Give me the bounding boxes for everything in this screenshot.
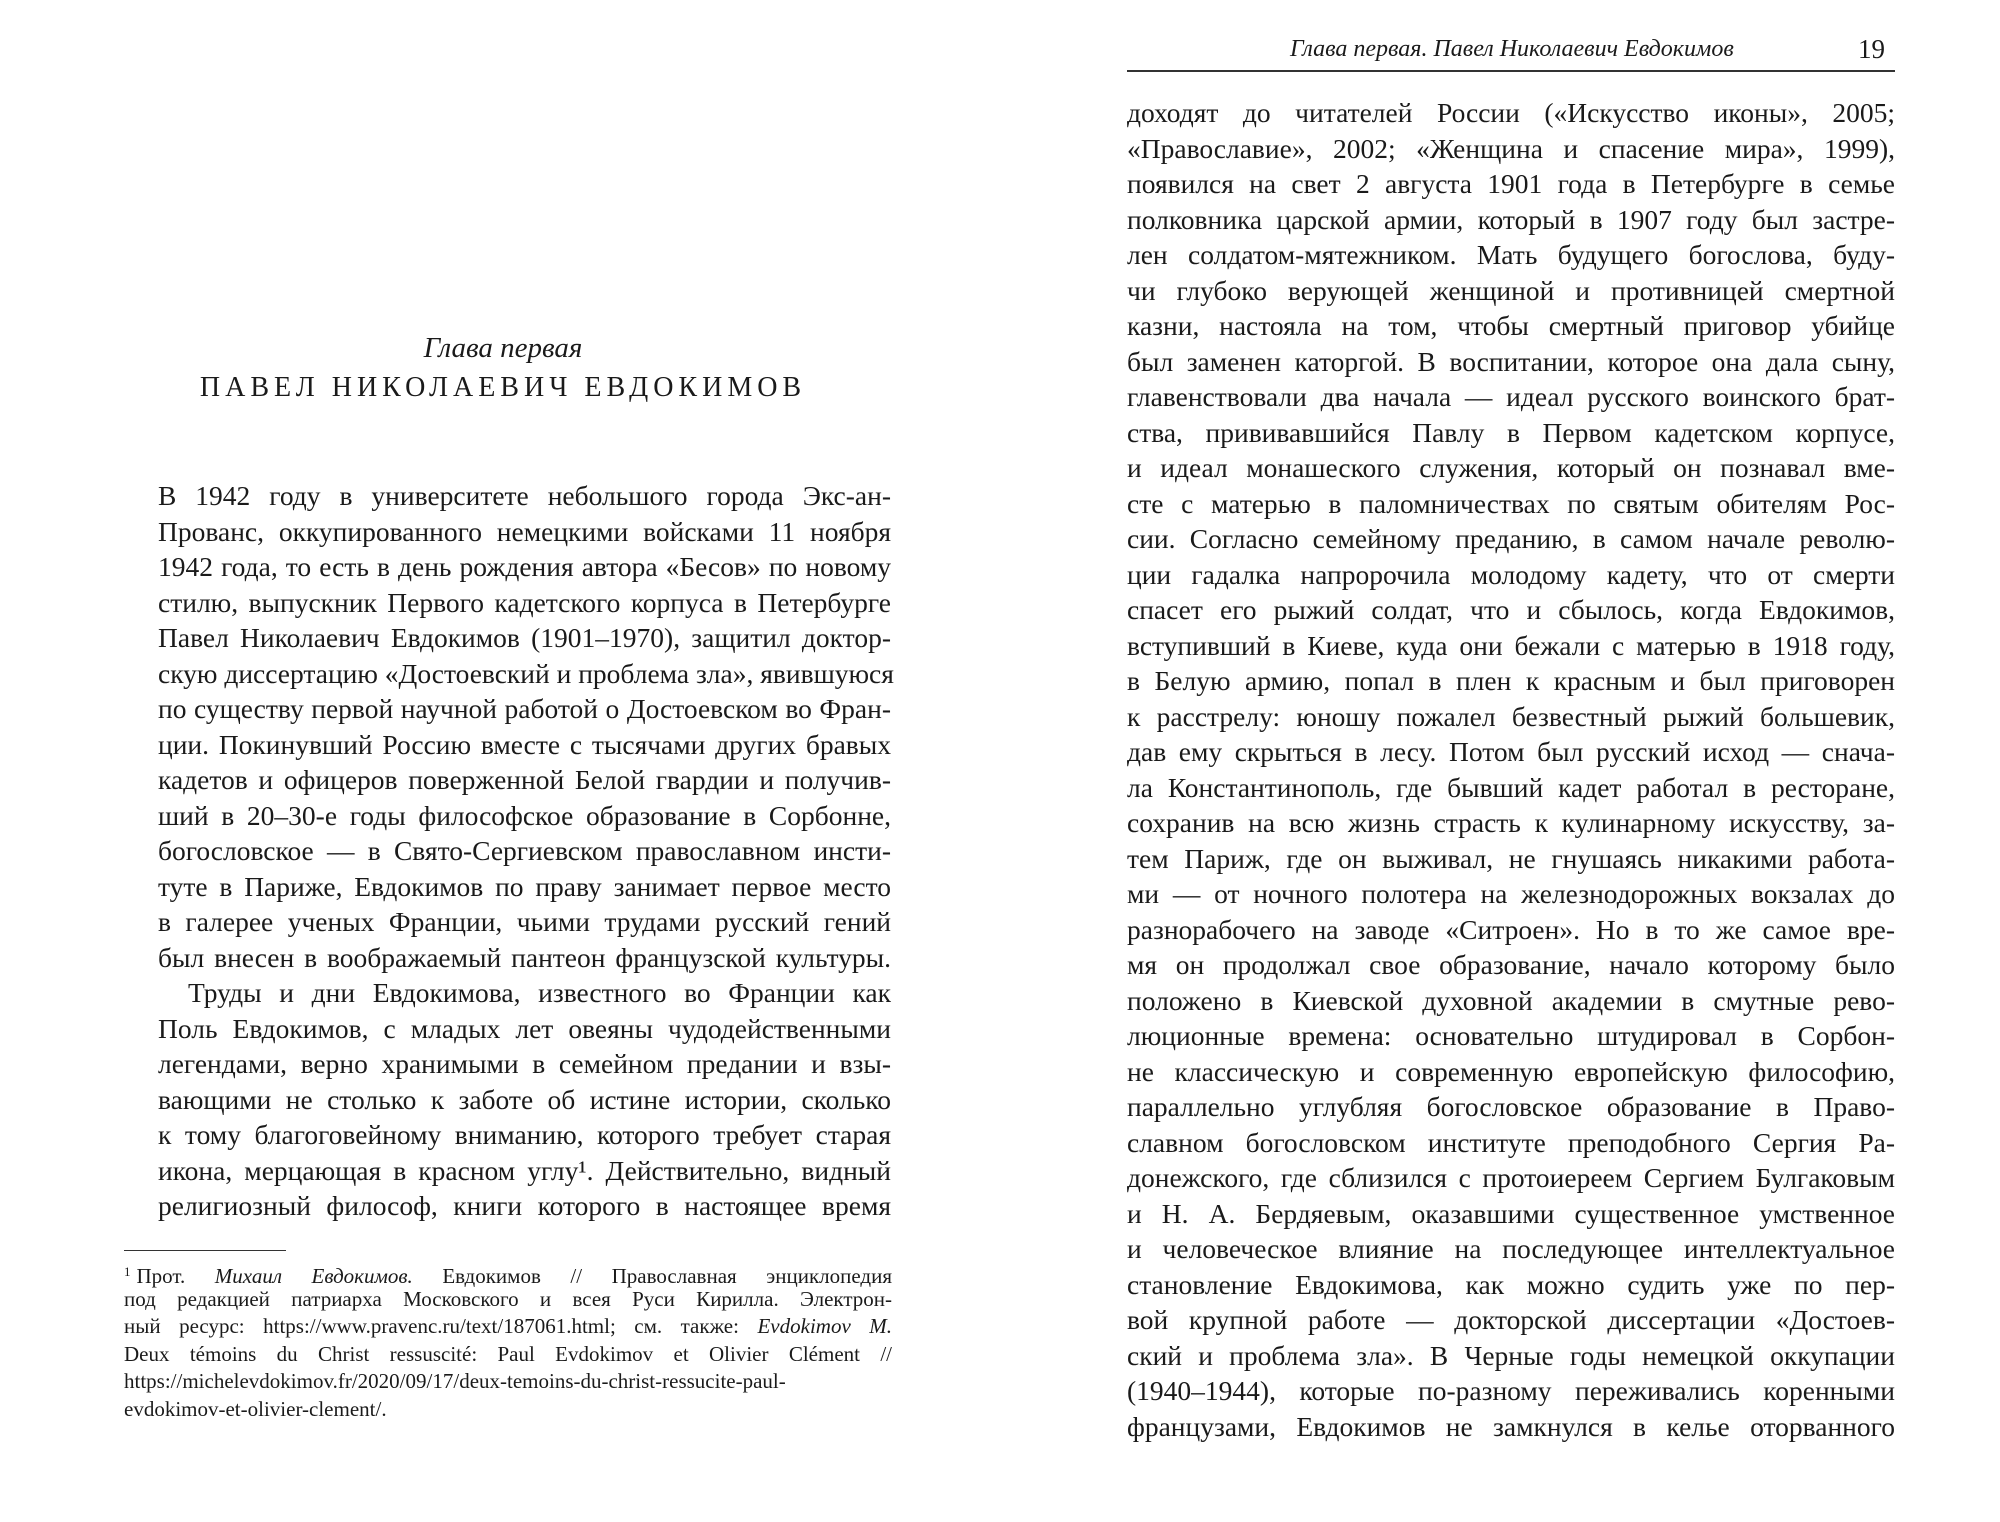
text-line: не классическую и современную европейскую философию, — [1127, 1055, 1895, 1087]
text-line: по существу первой научной работой о Достоевском во Фран- — [158, 693, 891, 724]
text-line: (1940–1944), которые по-разному переживались коренными — [1127, 1375, 1895, 1406]
text-line: богословское — в Свято-Сергиевском православном инсти- — [158, 835, 891, 866]
text-line: ции гадалка напророчила молодому кадету, что от смерти — [1127, 558, 1895, 590]
chapter-title: ПАВЕЛ НИКОЛАЕВИЧ ЕВДОКИМОВ — [199, 372, 807, 403]
footnote-italic-text: Evdokimov M. — [757, 1314, 892, 1338]
text-line: ла Константинополь, где бывший кадет работал в ресторане, — [1127, 771, 1895, 803]
text-line: ции. Покинувший Россию вместе с тысячами других бравых — [158, 728, 891, 760]
footnote-line — [124, 1368, 892, 1396]
text-line: полковника царской армии, который в 1907 году был застре- — [1127, 203, 1895, 235]
text-line: положено в Киевской духовной академии в смутные рево- — [1127, 984, 1895, 1016]
text-line: Поль Евдокимов, с младых лет овеяны чудодейственными — [158, 1012, 891, 1044]
text-line: в Белую армию, попал в плен к красным и был приговорен — [1127, 665, 1895, 696]
right-body-text — [1127, 95, 1895, 1444]
text-line: тем Париж, где он выживал, не гнушаясь никакими работа- — [1127, 842, 1895, 874]
text-line: вающими не столько к заботе об истине истории, сколько — [158, 1083, 891, 1115]
footnote-text: https://michelevdokimov.fr/2020/09/17/deux-temoins-du-christ-ressucite-paul- — [124, 1369, 786, 1393]
footnote-text: evdokimov-et-olivier-clement/. — [124, 1396, 387, 1421]
footnote-text: Прот. — [136, 1264, 215, 1288]
text-line: спасет его рыжий солдат, что и сбылось, когда Евдокимов, — [1127, 594, 1895, 625]
text-line: доходят до читателей России («Искусство иконы», 2005; — [1127, 97, 1895, 128]
text-line: и Н. А. Бердяевым, оказавшими существенное умственное — [1127, 1197, 1895, 1229]
text-line: казни, настояла на том, чтобы смертный приговор убийце — [1127, 310, 1895, 341]
footnote-text: под редакцией патриарха Московского и всея Руси Кирилла. Электрон- — [124, 1286, 892, 1311]
text-line: становление Евдокимова, как можно судить уже по пер- — [1127, 1268, 1895, 1300]
footnote-line — [124, 1313, 892, 1341]
text-line: чи глубоко верующей женщиной и противницей смертной — [1127, 274, 1895, 306]
text-line: разнорабочего на заводе «Ситроен». Но в то же самое вре- — [1127, 913, 1895, 945]
text-line: ми — от ночного полотера на железнодорожных вокзалах до — [1127, 878, 1895, 909]
text-line: Труды и дни Евдокимова, известного во Франции как — [188, 977, 891, 1008]
text-line: ский и проблема зла». В Черные годы немецкой оккупации — [1127, 1339, 1895, 1371]
text-line: параллельно углубляя богословское образование в Право- — [1127, 1091, 1895, 1122]
text-line: мя он продолжал свое образование, начало которому было — [1127, 949, 1895, 980]
footnote-line — [124, 1286, 892, 1314]
footnote-line — [124, 1341, 892, 1369]
page-number: 19 — [1858, 34, 1885, 64]
footnote-marker: 1 — [124, 1264, 131, 1279]
footnote-text: Евдокимов // Православная энциклопедия — [412, 1264, 892, 1288]
running-head-title: Глава первая. Павел Николаевич Евдокимов — [1290, 36, 1734, 62]
text-line: ства, прививавшийся Павлу в Первом кадетском корпусе, — [1127, 416, 1895, 448]
text-line: донежского, где сблизился с протоиереем Сергием Булгаковым — [1127, 1162, 1895, 1193]
footnote-line — [124, 1258, 892, 1286]
text-line: икона, мерцающая в красном углу¹. Действительно, видный — [158, 1154, 891, 1186]
footnote-text: Deux témoins du Christ ressuscité: Paul Evdokimov et Olivier Clément // — [124, 1341, 892, 1366]
text-line: вступивший в Киеве, куда они бежали с матерью в 1918 году, — [1127, 629, 1895, 661]
text-line: вой крупной работе — докторской диссертации «Достоев- — [1127, 1304, 1895, 1335]
footnote-line — [124, 1396, 892, 1424]
footnote — [124, 1258, 892, 1423]
text-line: дав ему скрыться в лесу. Потом был русский исход — снача- — [1127, 736, 1895, 767]
chapter-label: Глава первая — [423, 332, 583, 364]
text-line: лен солдатом-мятежником. Мать будущего богослова, буду- — [1127, 239, 1895, 270]
text-line: сохранив на всю жизнь страсть к кулинарному искусству, за- — [1127, 807, 1895, 838]
running-head — [1127, 36, 1895, 72]
text-line: в галерее ученых Франции, чьими трудами русский гений — [158, 906, 891, 937]
text-line: и человеческое влияние на последующее интеллектуальное — [1127, 1233, 1895, 1264]
text-line: славном богословском институте преподобного Сергия Ра- — [1127, 1126, 1895, 1158]
text-line: был внесен в воображаемый пантеон французской культуры. — [158, 941, 891, 973]
text-line: был заменен каторгой. В воспитании, которое она дала сыну, — [1127, 345, 1895, 377]
text-line: ший в 20–30-е годы философское образование в Сорбонне, — [158, 799, 891, 831]
text-line: Прованс, оккупированного немецкими войсками 11 ноября — [158, 515, 891, 547]
text-line: сии. Согласно семейному преданию, в самом начале револю- — [1127, 523, 1895, 554]
text-line: 1942 года, то есть в день рождения автора «Бесов» по новому — [158, 551, 891, 582]
text-line: Павел Николаевич Евдокимов (1901–1970), защитил доктор- — [158, 622, 891, 653]
text-line: «Православие», 2002; «Женщина и спасение мира», 1999), — [1127, 132, 1895, 164]
footnote-divider — [124, 1250, 286, 1251]
text-line: главенствовали два начала — идеал русского воинского брат- — [1127, 381, 1895, 412]
text-line: и идеал монашеского служения, который он познавал вме- — [1127, 452, 1895, 483]
footnote-italic-text: Михаил Евдокимов. — [214, 1264, 413, 1288]
right-page — [1000, 0, 2000, 1522]
text-line: сте с матерью в паломничествах по святым обителям Рос- — [1127, 487, 1895, 519]
text-line: к расстрелу: юношу пожалел безвестный рыжий большевик, — [1127, 700, 1895, 732]
text-line: легендами, верно хранимыми в семейном предании и взы- — [158, 1048, 891, 1079]
text-line: В 1942 году в университете небольшого города Экс-ан- — [158, 480, 891, 511]
text-line: кадетов и офицеров поверженной Белой гвардии и получив- — [158, 764, 891, 795]
text-line: стилю, выпускник Первого кадетского корпуса в Петербурге — [158, 586, 891, 618]
text-line: люционные времена: основательно штудировал в Сорбон- — [1127, 1020, 1895, 1051]
text-line: к тому благоговейному вниманию, которого требует старая — [158, 1119, 891, 1150]
left-body-text — [158, 478, 894, 1224]
text-line: скую диссертацию «Достоевский и проблема зла», явившуюся — [158, 657, 894, 689]
text-line: туте в Париже, Евдокимов по праву занимает первое место — [158, 870, 891, 902]
footnote-text: ный ресурс: https://www.pravenc.ru/text/187061.html; см. также: — [124, 1314, 758, 1338]
text-line: появился на свет 2 августа 1901 года в Петербурге в семье — [1127, 168, 1895, 199]
text-line: религиозный философ, книги которого в настоящее время — [158, 1190, 891, 1221]
text-line: французами, Евдокимов не замкнулся в келье оторванного — [1127, 1410, 1895, 1442]
